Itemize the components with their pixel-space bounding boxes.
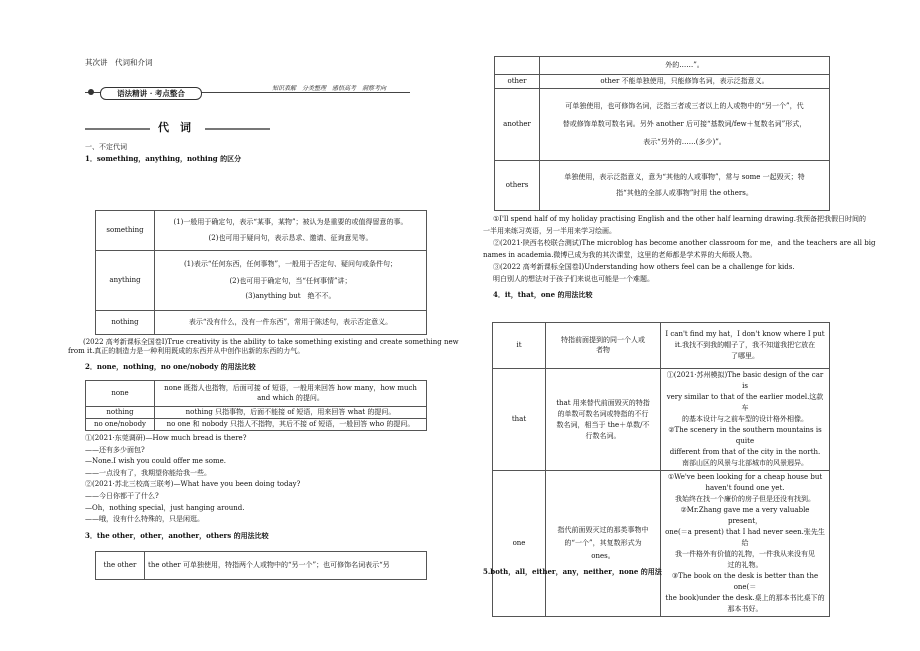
cell-word: none bbox=[86, 381, 155, 407]
cell-word: nothing bbox=[96, 311, 155, 335]
examples-other bbox=[483, 213, 876, 285]
dialog-line: ①(2021·东莞调研)—How much bread is there? bbox=[85, 434, 247, 442]
cell-desc bbox=[540, 89, 830, 161]
usage-line: 指代前面毁灭过的那类事物中 bbox=[557, 526, 649, 534]
dialog-line: —None.I wish you could offer me some. bbox=[85, 457, 226, 466]
example-line: 一半用来练习英语，另一半用来学习绘画。 bbox=[483, 227, 616, 235]
cell-desc: no one 和 nobody 只指人不指物，其后不接 of 短语，一般回答 who 的提问。 bbox=[155, 419, 427, 431]
example-line: one(＝a present) that I had never seen.张先生给 bbox=[665, 528, 825, 547]
cell-word: another bbox=[495, 89, 540, 161]
desc-line: (2)也可用于疑问句，表示恳求、邀请、征询意见等。 bbox=[208, 233, 373, 242]
example-line: 我始终在找一个廉价的房子但是还没有找到。 bbox=[675, 495, 815, 503]
desc-line: (1)一般用于确定句，表示“某事，某物”；被认为是重要的或值得留意的事。 bbox=[173, 218, 408, 227]
example-line: 的基本设计与之前车型的设计格外相像。 bbox=[682, 415, 808, 423]
cell-desc: 外的……”。 bbox=[540, 57, 830, 75]
table-other-another-others bbox=[494, 56, 830, 211]
example-line: haven't found one yet. bbox=[705, 484, 785, 492]
table-the-other-top bbox=[95, 551, 427, 580]
desc-line: 表示“另外的……(多少)”。 bbox=[643, 138, 726, 147]
example-line: (2022 高考新课标全国卷Ⅰ)True creativity is the ability to take something existing and create something new bbox=[83, 338, 459, 346]
cell-word bbox=[495, 57, 540, 75]
section-title: 代 词 bbox=[158, 121, 191, 134]
dialog-line: ——一点没有了，我期望你能给我一些。 bbox=[85, 468, 211, 477]
cell-usage bbox=[546, 471, 661, 617]
cell-word: others bbox=[495, 161, 540, 211]
example-line: ②The scenery in the southern mountains is quite bbox=[668, 426, 822, 445]
desc-line: 指“其他的全部人或事物”时用 the others。 bbox=[616, 188, 753, 197]
dialog-line: —Oh，nothing special，just hanging around. bbox=[85, 503, 245, 512]
example-line: ①I'll spend half of my holiday practising English and the other half learning drawing.我预备把我假日时间的 bbox=[493, 215, 867, 223]
usage-line: 数名词，相当于 the＋单数/不 bbox=[556, 420, 650, 429]
cell-word: one bbox=[493, 471, 546, 617]
example-line: 了哪里。 bbox=[731, 352, 759, 360]
cell-desc bbox=[155, 211, 427, 251]
desc-line: (1)表示“任何东西，任何事物”，一般用于否定句、疑问句或条件句； bbox=[183, 259, 398, 268]
cell-desc: none 既指人也指物，后面可接 of 短语，一般用来回答 how many，how much and which 的提问。 bbox=[155, 381, 427, 407]
cell-word: the other bbox=[96, 552, 145, 580]
example-line: names in academia.微博已成为我的其次课堂，这里的老师都是学术界的大师级人物。 bbox=[483, 251, 757, 259]
usage-line: 的单数可数名词或特指的不行 bbox=[557, 409, 649, 418]
cell-word: something bbox=[96, 211, 155, 251]
cell-example bbox=[661, 369, 830, 471]
example-line: different from that of the city in the north. bbox=[669, 448, 821, 456]
example-line: 明白别人的想法对于孩子们来说也可能是一个难题。 bbox=[493, 275, 654, 283]
example-line: it.我找不到我的帽子了，我不知道我把它放在 bbox=[674, 341, 816, 349]
desc-line: (2)也可用于确定句，当“任何事情”讲； bbox=[229, 276, 352, 285]
desc-line: 单独使用，表示泛指意义，意为“其他的人或事物”，常与 some 一起毁灭；特 bbox=[564, 173, 805, 182]
cell-usage bbox=[546, 369, 661, 471]
usage-line: 行数名词。 bbox=[585, 431, 621, 440]
usage-line: 者物 bbox=[596, 345, 610, 354]
banner-label: 语法精讲 · 考点整合 bbox=[100, 87, 202, 100]
example-line: ①We've been looking for a cheap house but bbox=[667, 473, 823, 481]
example1 bbox=[68, 338, 459, 356]
cell-word: that bbox=[493, 369, 546, 471]
dialog-line: ——哦，没有什么特殊的，只是闲逛。 bbox=[85, 515, 204, 524]
desc-line: 替或修饰单数可数名词。另外 another 后可接“基数词/few＋复数名词”形式， bbox=[562, 119, 807, 128]
banner-dot bbox=[88, 89, 94, 95]
example-line: 那本书好。 bbox=[727, 605, 763, 613]
cell-desc: nothing 只指事物，后面不能接 of 短语，用来回答 what 的提问。 bbox=[155, 407, 427, 419]
desc-line: 可单独使用，也可修饰名词，泛指三者或三者以上的人或物中的“另一个”，代 bbox=[565, 101, 804, 110]
example-line: I can't find my hat，I don't know where I put bbox=[665, 330, 825, 338]
part1-sub2: 2．none，nothing，no one/nobody 的用法比较 bbox=[85, 362, 256, 371]
part1-sub1: 1．something，anything，nothing 的区分 bbox=[85, 154, 242, 163]
desc-line: (3)anything but 绝不不。 bbox=[245, 292, 336, 301]
part1-sub3: 3．the other，other，another，others 的用法比较 bbox=[85, 531, 269, 540]
table-something-anything-nothing bbox=[95, 210, 427, 335]
example-line: 南部山区的风景与北部城市的风景迥异。 bbox=[682, 459, 808, 467]
cell-desc bbox=[155, 251, 427, 311]
example-line: the book)under the desk.桌上的那本书比桌下的 bbox=[665, 594, 825, 602]
cell-word: it bbox=[493, 323, 546, 369]
cell-word: other bbox=[495, 75, 540, 89]
example-line: ②(2021·陕西名校联合测试)The microblog has become another classroom for me，and the teachers are all big bbox=[493, 239, 876, 247]
dialog-line: ②(2021·苏北三校高三联考)—What have you been doing today? bbox=[85, 480, 301, 489]
cell-word: no one/nobody bbox=[86, 419, 155, 431]
dialog-line: ——今日你都干了什么? bbox=[85, 491, 159, 500]
part1-sub5: 5.both，all，either，any，neither，none 的用法 bbox=[483, 567, 662, 576]
example-line: ③The book on the desk is better than the one(＝ bbox=[671, 572, 819, 591]
lecture-title: 其次讲 代词和介词 bbox=[85, 58, 153, 67]
cell-desc: 表示“没有什么，没有一件东西”，常用于陈述句，表示否定意义。 bbox=[155, 311, 427, 335]
part1-heading: 一、不定代词 bbox=[85, 143, 127, 151]
part1-sub4: 4．it，that，one 的用法比较 bbox=[493, 290, 593, 299]
example-line: 我一件格外有价值的礼物，一件我从来没有见 bbox=[675, 550, 815, 558]
example-line: very similar to that of the earlier model.这款车 bbox=[666, 393, 824, 412]
cell-word: nothing bbox=[86, 407, 155, 419]
usage-line: ones。 bbox=[591, 552, 615, 560]
example-line: from it.真正的制造力是一种利用既成的东西并从中创作出新的东西的力气。 bbox=[68, 347, 305, 356]
example-line: ③(2022 高考新课标全国卷Ⅰ)Understanding how others feel can be a challenge for kids. bbox=[493, 263, 795, 271]
usage-line: that 用来替代前面毁灭的特指 bbox=[556, 398, 650, 407]
cell-example bbox=[661, 471, 830, 617]
cell-desc: the other 可单独使用，特指两个人或物中的“另一个”；也可修饰名词表示“另 bbox=[145, 552, 427, 580]
example-line: ①(2021·苏州模拟)The basic design of the car is bbox=[666, 371, 824, 390]
dialog-line: ——还有多少面包? bbox=[85, 445, 145, 454]
cell-usage bbox=[546, 323, 661, 369]
banner-tagline: 知识表解 分类整理 感悟高考 洞察考向 bbox=[272, 85, 387, 92]
cell-example bbox=[661, 323, 830, 369]
cell-desc: other 不能单独使用，只能修饰名词，表示泛指意义。 bbox=[540, 75, 830, 89]
cell-word: anything bbox=[96, 251, 155, 311]
usage-line: 特指前面提到的同一个人或 bbox=[561, 336, 645, 345]
cell-desc bbox=[540, 161, 830, 211]
example-line: 过的礼物。 bbox=[727, 561, 763, 569]
usage-line: 的“一个”，其复数形式为 bbox=[564, 539, 642, 547]
section-rule-left bbox=[85, 128, 150, 130]
example-line: ②Mr.Zhang gave me a very valuable present， bbox=[680, 506, 810, 525]
table-none-nothing-noone bbox=[85, 380, 427, 431]
section-rule-right bbox=[205, 128, 270, 130]
dialog-examples bbox=[85, 433, 425, 526]
